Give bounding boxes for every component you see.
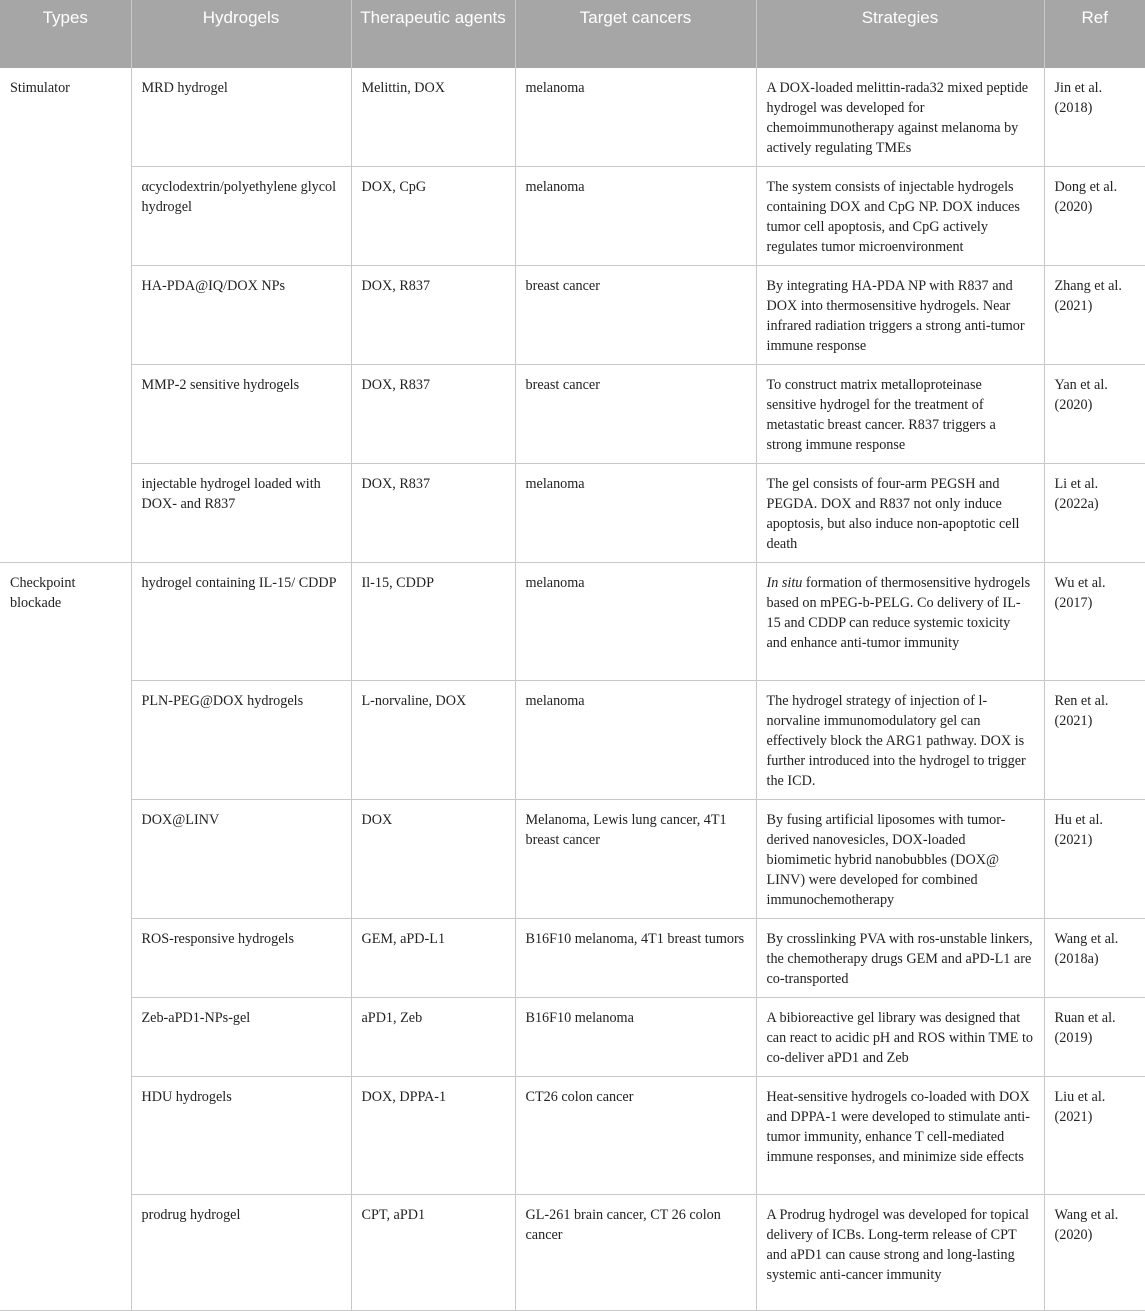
strategy-cell: The gel consists of four-arm PEGSH and PEGDA. DOX and R837 not only induce apoptosis, but also induce non-apoptotic cell death — [756, 464, 1044, 563]
hydrogel-cell: HDU hydrogels — [131, 1077, 351, 1195]
ref-cell: Ren et al. (2021) — [1044, 681, 1145, 800]
agents-cell: DOX, R837 — [351, 464, 515, 563]
ref-cell: Dong et al. (2020) — [1044, 167, 1145, 266]
ref-cell: Jin et al. (2018) — [1044, 68, 1145, 167]
ref-cell: Wang et al. (2020) — [1044, 1195, 1145, 1311]
ref-cell: Zhang et al. (2021) — [1044, 266, 1145, 365]
cancers-cell: Melanoma, Lewis lung cancer, 4T1 breast cancer — [515, 800, 756, 919]
table-row — [0, 266, 1145, 365]
strategy-italic-text: In situ — [766, 575, 803, 591]
table-row — [0, 681, 1145, 800]
agents-cell: DOX — [351, 800, 515, 919]
type-cell-checkpoint-blockade: Checkpoint blockade — [0, 563, 131, 1311]
hydrogel-cell: PLN-PEG@DOX hydrogels — [131, 681, 351, 800]
strategy-cell: To construct matrix metalloproteinase sensitive hydrogel for the treatment of metastatic breast cancer. R837 triggers a strong immune response — [756, 365, 1044, 464]
hydrogel-cell: hydrogel containing IL-15/ CDDP — [131, 563, 351, 681]
hydrogel-cell: MMP-2 sensitive hydrogels — [131, 365, 351, 464]
cancers-cell: breast cancer — [515, 365, 756, 464]
table-row — [0, 1077, 1145, 1195]
table-row — [0, 167, 1145, 266]
type-cell-stimulator: Stimulator — [0, 68, 131, 563]
table-row — [0, 563, 1145, 681]
header-strategies: Strategies — [756, 0, 1044, 68]
table-header-row — [0, 0, 1145, 68]
ref-cell: Hu et al. (2021) — [1044, 800, 1145, 919]
strategy-cell — [756, 563, 1044, 681]
header-hydrogels: Hydrogels — [131, 0, 351, 68]
cancers-cell: GL-261 brain cancer, CT 26 colon cancer — [515, 1195, 756, 1311]
agents-cell: GEM, aPD-L1 — [351, 919, 515, 998]
agents-cell: aPD1, Zeb — [351, 998, 515, 1077]
strategy-text: formation of thermosensitive hydrogels based on mPEG-b-PELG. Co delivery of IL-15 and CDDP can reduce systemic toxicity and enhance anti-tumor immunity — [766, 575, 1031, 651]
cancers-cell: melanoma — [515, 68, 756, 167]
strategy-cell: By crosslinking PVA with ros-unstable linkers, the chemotherapy drugs GEM and aPD-L1 are co-transported — [756, 919, 1044, 998]
cancers-cell: B16F10 melanoma, 4T1 breast tumors — [515, 919, 756, 998]
agents-cell: DOX, R837 — [351, 266, 515, 365]
hydrogel-cell: Zeb-aPD1-NPs-gel — [131, 998, 351, 1077]
hydrogel-cell: injectable hydrogel loaded with DOX- and R837 — [131, 464, 351, 563]
cancers-cell: B16F10 melanoma — [515, 998, 756, 1077]
cancers-cell: melanoma — [515, 167, 756, 266]
header-ref: Ref — [1044, 0, 1145, 68]
hydrogel-cell: HA-PDA@IQ/DOX NPs — [131, 266, 351, 365]
table-row — [0, 365, 1145, 464]
hydrogel-cell: MRD hydrogel — [131, 68, 351, 167]
ref-cell: Yan et al. (2020) — [1044, 365, 1145, 464]
hydrogel-cell: prodrug hydrogel — [131, 1195, 351, 1311]
ref-cell: Wang et al. (2018a) — [1044, 919, 1145, 998]
hydrogel-cell: ROS-responsive hydrogels — [131, 919, 351, 998]
table-row — [0, 464, 1145, 563]
header-target-cancers: Target cancers — [515, 0, 756, 68]
strategy-cell: A Prodrug hydrogel was developed for topical delivery of ICBs. Long-term release of CPT and aPD1 can cause strong and long-lasting systemic anti-cancer immunity — [756, 1195, 1044, 1311]
strategy-cell: The hydrogel strategy of injection of l-norvaline immunomodulatory gel can effectively block the ARG1 pathway. DOX is further introduced into the hydrogel to trigger the ICD. — [756, 681, 1044, 800]
agents-cell: L-norvaline, DOX — [351, 681, 515, 800]
strategy-cell: Heat-sensitive hydrogels co-loaded with DOX and DPPA-1 were developed to stimulate anti-tumor immunity, enhance T cell-mediated immune responses, and minimize side effects — [756, 1077, 1044, 1195]
strategy-cell: The system consists of injectable hydrogels containing DOX and CpG NP. DOX induces tumor cell apoptosis, and CpG actively regulates tumor microenvironment — [756, 167, 1044, 266]
agents-cell: DOX, DPPA-1 — [351, 1077, 515, 1195]
agents-cell: Il-15, CDDP — [351, 563, 515, 681]
agents-cell: DOX, CpG — [351, 167, 515, 266]
header-therapeutic-agents: Therapeutic agents — [351, 0, 515, 68]
cancers-cell: breast cancer — [515, 266, 756, 365]
strategy-cell: A bibioreactive gel library was designed that can react to acidic pH and ROS within TME to co-deliver aPD1 and Zeb — [756, 998, 1044, 1077]
strategy-cell: By integrating HA-PDA NP with R837 and DOX into thermosensitive hydrogels. Near infrared radiation triggers a strong anti-tumor immune response — [756, 266, 1044, 365]
table-row — [0, 1195, 1145, 1311]
agents-cell: Melittin, DOX — [351, 68, 515, 167]
table-row — [0, 919, 1145, 998]
hydrogel-cell: αcyclodextrin/polyethylene glycol hydrogel — [131, 167, 351, 266]
cancers-cell: melanoma — [515, 464, 756, 563]
agents-cell: CPT, aPD1 — [351, 1195, 515, 1311]
table-row — [0, 998, 1145, 1077]
ref-cell: Li et al. (2022a) — [1044, 464, 1145, 563]
cancers-cell: melanoma — [515, 563, 756, 681]
strategy-cell: By fusing artificial liposomes with tumor-derived nanovesicles, DOX-loaded biomimetic hybrid nanobubbles (DOX@ LINV) were developed for combined immunochemotherapy — [756, 800, 1044, 919]
ref-cell: Wu et al. (2017) — [1044, 563, 1145, 681]
cancers-cell: CT26 colon cancer — [515, 1077, 756, 1195]
ref-cell: Liu et al. (2021) — [1044, 1077, 1145, 1195]
cancers-cell: melanoma — [515, 681, 756, 800]
agents-cell: DOX, R837 — [351, 365, 515, 464]
table-row — [0, 800, 1145, 919]
table-row — [0, 68, 1145, 167]
strategy-cell: A DOX-loaded melittin-rada32 mixed peptide hydrogel was developed for chemoimmunotherapy against melanoma by actively regulating TMEs — [756, 68, 1044, 167]
ref-cell: Ruan et al. (2019) — [1044, 998, 1145, 1077]
hydrogel-cell: DOX@LINV — [131, 800, 351, 919]
header-types: Types — [0, 0, 131, 68]
